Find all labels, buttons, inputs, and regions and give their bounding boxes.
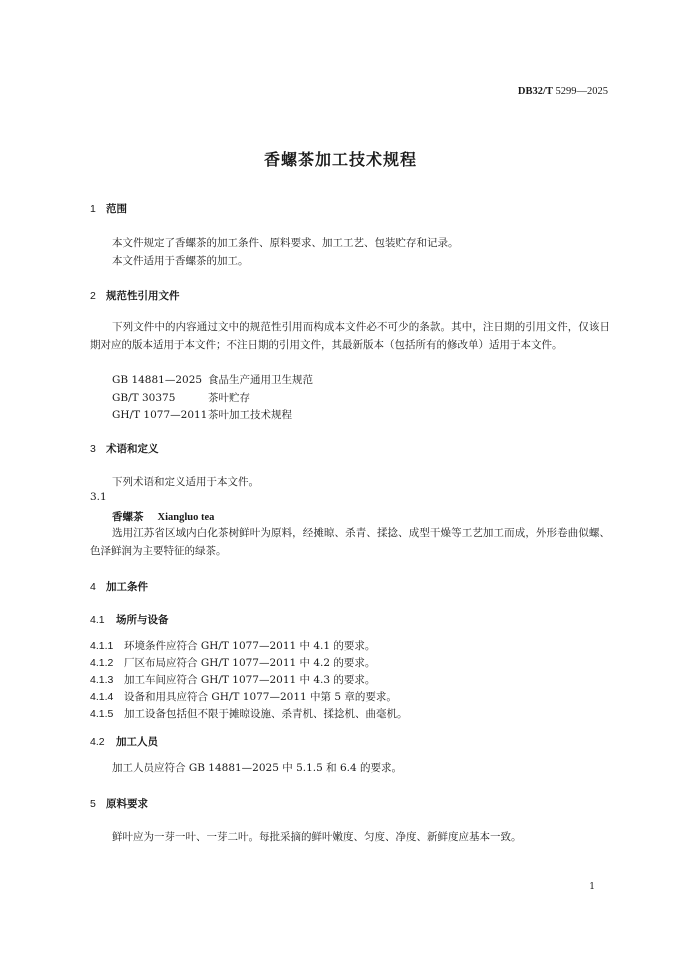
section-1-heading: [90, 201, 127, 216]
section-4-heading: [90, 579, 148, 594]
clause-text: 加工设备包括但不限于摊晾设施、杀青机、揉捻机、曲毫机。: [124, 708, 408, 720]
clause-number: 4.1.2: [90, 657, 114, 669]
section-title: 加工条件: [106, 581, 148, 593]
section-number: 4: [90, 581, 96, 593]
section-2-heading: [90, 288, 180, 303]
reference-item: [112, 372, 313, 387]
document-title: 香螺茶加工技术规程: [263, 150, 417, 169]
standard-code: [518, 86, 608, 97]
section-title: 术语和定义: [106, 443, 159, 455]
reference-item: [112, 407, 292, 422]
section-title: 场所与设备: [116, 614, 169, 626]
reference-code: GB 14881—2025: [112, 374, 203, 386]
clause-item: [90, 689, 397, 704]
clause-text: 厂区布局应符合 GH/T 1077—2011 中 4.2 的要求。: [124, 657, 376, 669]
section-number: 3: [90, 443, 96, 455]
standard-number: 5299—2025: [555, 86, 608, 97]
paragraph: 本文件规定了香螺茶的加工条件、原料要求、加工工艺、包装贮存和记录。: [112, 237, 459, 249]
clause-number: 4.1.1: [90, 640, 114, 652]
clause-text: 设备和用具应符合 GH/T 1077—2011 中第 5 章的要求。: [124, 691, 397, 703]
section-number: 4.2: [90, 736, 105, 748]
clause-number: 4.1.3: [90, 674, 114, 686]
clause-number: 4.1.5: [90, 708, 114, 720]
reference-item: [112, 390, 250, 405]
section-3-heading: [90, 441, 159, 456]
reference-code: GH/T 1077—2011: [112, 409, 208, 421]
clause-text: 加工车间应符合 GH/T 1077—2011 中 4.3 的要求。: [124, 674, 376, 686]
term-entry: [112, 509, 214, 524]
page-number: 1: [589, 882, 595, 892]
clause-item: [90, 706, 408, 721]
section-5-heading: [90, 796, 148, 811]
clause-item: [90, 672, 375, 687]
paragraph: 加工人员应符合 GB 14881—2025 中 5.1.5 和 6.4 的要求。: [112, 762, 403, 774]
section-number: 4.1: [90, 614, 105, 626]
section-title: 规范性引用文件: [106, 290, 180, 302]
paragraph: 下列文件中的内容通过文中的规范性引用而构成本文件必不可少的条款。其中，注日期的引用文件，仅该日期对应的版本适用于本文件；不注日期的引用文件，其最新版本（包括所有的修改单）适用于本文件。: [90, 321, 610, 351]
section-title: 加工人员: [116, 736, 158, 748]
paragraph: 鲜叶应为一芽一叶、一芽二叶。每批采摘的鲜叶嫩度、匀度、净度、新鲜度应基本一致。: [112, 831, 522, 843]
section-title: 原料要求: [106, 798, 148, 810]
standard-prefix: DB32/T: [517, 86, 553, 97]
term-chinese: 香螺茶: [112, 511, 144, 523]
reference-name: 茶叶加工技术规程: [208, 409, 292, 421]
reference-name: 茶叶贮存: [208, 392, 250, 404]
clause-item: [90, 655, 375, 670]
paragraph: 本文件适用于香螺茶的加工。: [112, 255, 249, 267]
clause-number: 4.1.4: [90, 691, 114, 703]
subsection-4-1-heading: [90, 612, 169, 627]
subsection-4-2-heading: [90, 734, 158, 749]
section-title: 范围: [106, 203, 127, 215]
reference-code: GB/T 30375: [112, 392, 176, 404]
section-number: 2: [90, 290, 96, 302]
paragraph: 下列术语和定义适用于本文件。: [112, 476, 259, 488]
term-definition: 选用江苏省区域内白化茶树鲜叶为原料，经摊晾、杀青、揉捻、成型干燥等工艺加工而成，外形卷曲似螺、色泽鲜润为主要特征的绿茶。: [90, 527, 610, 557]
clause-item: [90, 638, 375, 653]
reference-name: 食品生产通用卫生规范: [208, 374, 313, 386]
clause-text: 环境条件应符合 GH/T 1077—2011 中 4.1 的要求。: [124, 640, 376, 652]
section-number: 1: [90, 203, 96, 215]
section-number: 5: [90, 798, 96, 810]
term-english: Xiangluo tea: [157, 512, 215, 523]
term-number: 3.1: [90, 491, 107, 503]
